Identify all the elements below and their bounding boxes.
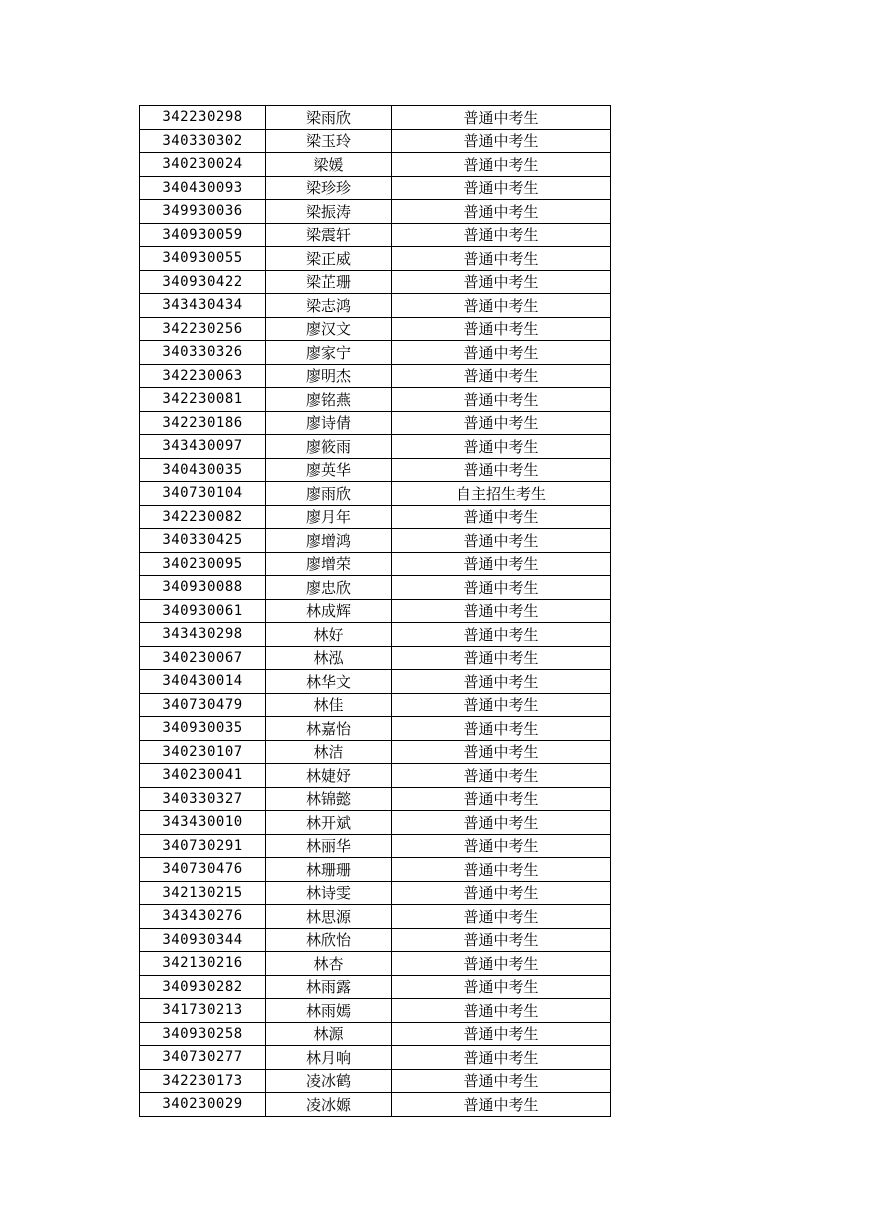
table-row — [140, 1046, 611, 1070]
table-row — [140, 223, 611, 247]
table-row — [140, 1069, 611, 1093]
student-name-cell: 凌冰鹤 — [266, 1069, 392, 1093]
exam-number-cell: 340230024 — [140, 153, 266, 177]
exam-number-cell: 340330326 — [140, 341, 266, 365]
exam-number-cell: 340930344 — [140, 928, 266, 952]
exam-number-cell: 340330425 — [140, 529, 266, 553]
exam-number-cell: 340930061 — [140, 599, 266, 623]
candidate-type-cell: 普通中考生 — [392, 341, 611, 365]
exam-number-cell: 342130215 — [140, 881, 266, 905]
exam-number-cell: 342230298 — [140, 106, 266, 130]
exam-number-cell: 342230256 — [140, 317, 266, 341]
exam-number-cell: 340330302 — [140, 129, 266, 153]
table-row — [140, 952, 611, 976]
exam-number-cell: 343430434 — [140, 294, 266, 318]
exam-number-cell: 340430093 — [140, 176, 266, 200]
table-row — [140, 999, 611, 1023]
table-row — [140, 811, 611, 835]
table-row — [140, 599, 611, 623]
exam-number-cell: 340230041 — [140, 764, 266, 788]
table-row — [140, 364, 611, 388]
student-name-cell: 林欣怡 — [266, 928, 392, 952]
exam-number-cell: 342130216 — [140, 952, 266, 976]
exam-number-cell: 340730479 — [140, 693, 266, 717]
table-row — [140, 388, 611, 412]
exam-number-cell: 340730104 — [140, 482, 266, 506]
exam-number-cell: 342230173 — [140, 1069, 266, 1093]
student-name-cell: 梁雨欣 — [266, 106, 392, 130]
table-row — [140, 740, 611, 764]
table-row — [140, 270, 611, 294]
table-row — [140, 435, 611, 459]
student-name-cell: 林佳 — [266, 693, 392, 717]
candidate-type-cell: 普通中考生 — [392, 599, 611, 623]
candidate-type-cell: 普通中考生 — [392, 364, 611, 388]
student-name-cell: 林好 — [266, 623, 392, 647]
table-row — [140, 317, 611, 341]
table-row — [140, 294, 611, 318]
exam-number-cell: 341730213 — [140, 999, 266, 1023]
table-row — [140, 482, 611, 506]
student-name-cell: 林婕妤 — [266, 764, 392, 788]
student-name-cell: 林雨露 — [266, 975, 392, 999]
table-row — [140, 529, 611, 553]
exam-number-cell: 340730291 — [140, 834, 266, 858]
table-row — [140, 905, 611, 929]
exam-number-cell: 340230095 — [140, 552, 266, 576]
table-row — [140, 458, 611, 482]
exam-number-cell: 340230067 — [140, 646, 266, 670]
candidate-type-cell: 普通中考生 — [392, 693, 611, 717]
candidate-type-cell: 普通中考生 — [392, 129, 611, 153]
exam-number-cell: 340430035 — [140, 458, 266, 482]
student-name-cell: 廖英华 — [266, 458, 392, 482]
exam-number-cell: 349930036 — [140, 200, 266, 224]
candidate-type-cell: 普通中考生 — [392, 811, 611, 835]
candidate-type-cell: 普通中考生 — [392, 458, 611, 482]
table-row — [140, 693, 611, 717]
candidate-type-cell: 普通中考生 — [392, 106, 611, 130]
table-row — [140, 975, 611, 999]
student-name-cell: 林源 — [266, 1022, 392, 1046]
student-name-cell: 林诗雯 — [266, 881, 392, 905]
candidate-type-cell: 普通中考生 — [392, 223, 611, 247]
student-name-cell: 林成辉 — [266, 599, 392, 623]
table-row — [140, 881, 611, 905]
exam-number-cell: 340930055 — [140, 247, 266, 271]
table-row — [140, 670, 611, 694]
table-row — [140, 1093, 611, 1117]
candidate-type-cell: 普通中考生 — [392, 270, 611, 294]
table-row — [140, 247, 611, 271]
candidate-type-cell: 普通中考生 — [392, 999, 611, 1023]
student-name-cell: 林泓 — [266, 646, 392, 670]
candidate-type-cell: 普通中考生 — [392, 153, 611, 177]
exam-number-cell: 342230082 — [140, 505, 266, 529]
student-name-cell: 廖家宁 — [266, 341, 392, 365]
candidate-type-cell: 普通中考生 — [392, 294, 611, 318]
student-name-cell: 林华文 — [266, 670, 392, 694]
student-name-cell: 林嘉怡 — [266, 717, 392, 741]
student-list-table — [139, 105, 611, 1117]
exam-number-cell: 340430014 — [140, 670, 266, 694]
exam-number-cell: 340230029 — [140, 1093, 266, 1117]
candidate-type-cell: 普通中考生 — [392, 881, 611, 905]
candidate-type-cell: 普通中考生 — [392, 787, 611, 811]
table-row — [140, 129, 611, 153]
table-row — [140, 176, 611, 200]
candidate-type-cell: 普通中考生 — [392, 928, 611, 952]
student-name-cell: 林开斌 — [266, 811, 392, 835]
table-row — [140, 411, 611, 435]
candidate-type-cell: 普通中考生 — [392, 834, 611, 858]
exam-number-cell: 342230186 — [140, 411, 266, 435]
table-row — [140, 341, 611, 365]
student-name-cell: 林思源 — [266, 905, 392, 929]
table-row — [140, 153, 611, 177]
exam-number-cell: 342230063 — [140, 364, 266, 388]
candidate-type-cell: 普通中考生 — [392, 1022, 611, 1046]
student-name-cell: 廖雨欣 — [266, 482, 392, 506]
student-name-cell: 凌冰嫄 — [266, 1093, 392, 1117]
exam-number-cell: 340930282 — [140, 975, 266, 999]
candidate-type-cell: 普通中考生 — [392, 247, 611, 271]
exam-number-cell: 343430276 — [140, 905, 266, 929]
candidate-type-cell: 普通中考生 — [392, 200, 611, 224]
exam-number-cell: 343430298 — [140, 623, 266, 647]
table-row — [140, 764, 611, 788]
table-row — [140, 834, 611, 858]
candidate-type-cell: 普通中考生 — [392, 176, 611, 200]
exam-number-cell: 340730476 — [140, 858, 266, 882]
table-row — [140, 576, 611, 600]
candidate-type-cell: 普通中考生 — [392, 411, 611, 435]
table-row — [140, 787, 611, 811]
candidate-type-cell: 普通中考生 — [392, 740, 611, 764]
exam-number-cell: 340930088 — [140, 576, 266, 600]
student-name-cell: 廖诗倩 — [266, 411, 392, 435]
table-row — [140, 505, 611, 529]
student-name-cell: 林丽华 — [266, 834, 392, 858]
exam-number-cell: 340330327 — [140, 787, 266, 811]
candidate-type-cell: 普通中考生 — [392, 858, 611, 882]
table-row — [140, 106, 611, 130]
table-row — [140, 717, 611, 741]
exam-number-cell: 342230081 — [140, 388, 266, 412]
student-name-cell: 梁志鸿 — [266, 294, 392, 318]
candidate-type-cell: 普通中考生 — [392, 670, 611, 694]
student-name-cell: 林锦懿 — [266, 787, 392, 811]
exam-number-cell: 340230107 — [140, 740, 266, 764]
student-name-cell: 廖月年 — [266, 505, 392, 529]
student-name-cell: 廖增荣 — [266, 552, 392, 576]
candidate-type-cell: 普通中考生 — [392, 975, 611, 999]
exam-number-cell: 340930059 — [140, 223, 266, 247]
table-row — [140, 858, 611, 882]
student-name-cell: 梁芷珊 — [266, 270, 392, 294]
candidate-type-cell: 普通中考生 — [392, 1093, 611, 1117]
table-row — [140, 623, 611, 647]
candidate-type-cell: 普通中考生 — [392, 764, 611, 788]
student-name-cell: 廖增鸿 — [266, 529, 392, 553]
candidate-type-cell: 普通中考生 — [392, 905, 611, 929]
student-name-cell: 梁振涛 — [266, 200, 392, 224]
student-name-cell: 廖铭燕 — [266, 388, 392, 412]
student-name-cell: 廖筱雨 — [266, 435, 392, 459]
student-name-cell: 梁珍珍 — [266, 176, 392, 200]
candidate-type-cell: 普通中考生 — [392, 552, 611, 576]
student-name-cell: 廖明杰 — [266, 364, 392, 388]
exam-number-cell: 340730277 — [140, 1046, 266, 1070]
student-name-cell: 廖汉文 — [266, 317, 392, 341]
candidate-type-cell: 普通中考生 — [392, 317, 611, 341]
student-name-cell: 梁玉玲 — [266, 129, 392, 153]
exam-number-cell: 343430010 — [140, 811, 266, 835]
candidate-type-cell: 普通中考生 — [392, 576, 611, 600]
candidate-type-cell: 普通中考生 — [392, 623, 611, 647]
candidate-type-cell: 普通中考生 — [392, 529, 611, 553]
table-row — [140, 928, 611, 952]
student-name-cell: 林洁 — [266, 740, 392, 764]
candidate-type-cell: 普通中考生 — [392, 646, 611, 670]
student-name-cell: 廖忠欣 — [266, 576, 392, 600]
candidate-type-cell: 普通中考生 — [392, 505, 611, 529]
candidate-type-cell: 普通中考生 — [392, 952, 611, 976]
student-name-cell: 林杏 — [266, 952, 392, 976]
candidate-type-cell: 普通中考生 — [392, 717, 611, 741]
candidate-type-cell: 普通中考生 — [392, 435, 611, 459]
exam-number-cell: 340930258 — [140, 1022, 266, 1046]
table-row — [140, 552, 611, 576]
student-name-cell: 林月响 — [266, 1046, 392, 1070]
candidate-type-cell: 普通中考生 — [392, 1069, 611, 1093]
candidate-type-cell: 普通中考生 — [392, 388, 611, 412]
student-list-body — [140, 106, 611, 1117]
table-row — [140, 200, 611, 224]
student-name-cell: 梁正威 — [266, 247, 392, 271]
exam-number-cell: 340930035 — [140, 717, 266, 741]
student-name-cell: 林雨嫣 — [266, 999, 392, 1023]
student-name-cell: 梁媛 — [266, 153, 392, 177]
exam-number-cell: 340930422 — [140, 270, 266, 294]
candidate-type-cell: 普通中考生 — [392, 1046, 611, 1070]
exam-number-cell: 343430097 — [140, 435, 266, 459]
table-row — [140, 646, 611, 670]
table-row — [140, 1022, 611, 1046]
student-name-cell: 林珊珊 — [266, 858, 392, 882]
candidate-type-cell: 自主招生考生 — [392, 482, 611, 506]
student-name-cell: 梁震轩 — [266, 223, 392, 247]
